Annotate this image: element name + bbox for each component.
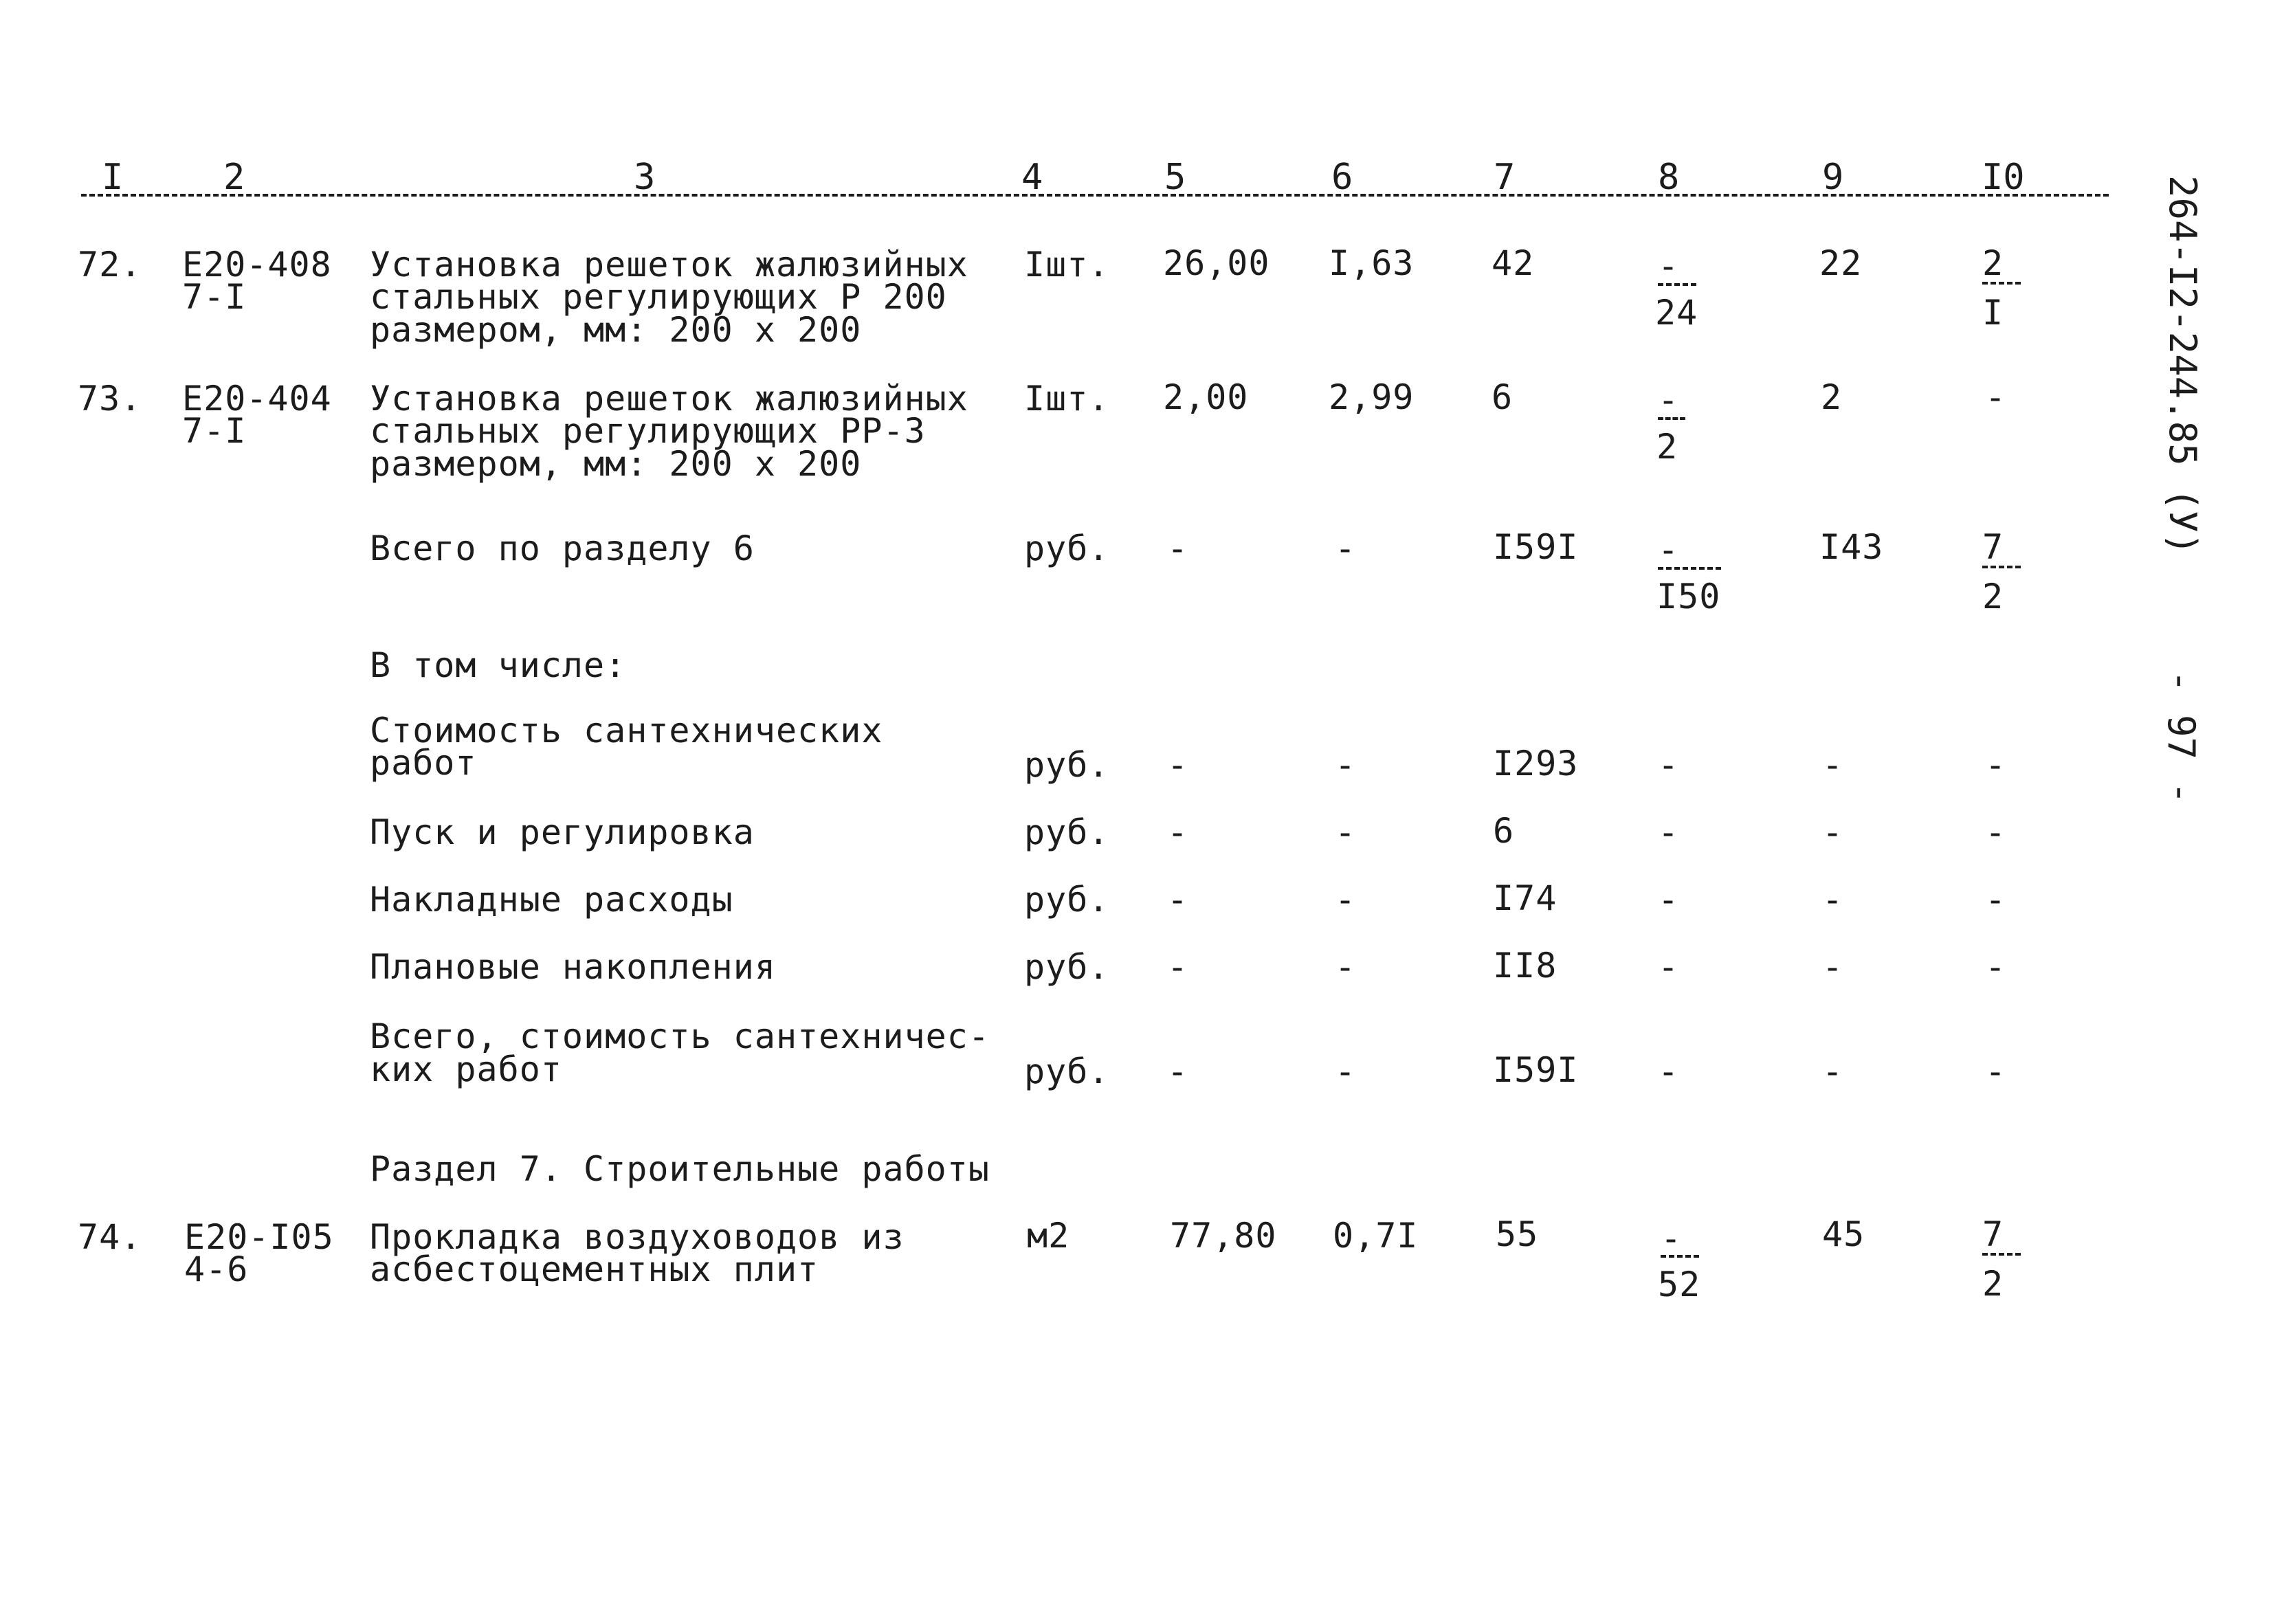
total-section-6-unit: руб.	[1024, 529, 1110, 568]
planned-savings-col9: -	[1822, 947, 1844, 987]
overhead-col10: -	[1985, 880, 2007, 920]
overhead-col7: I74	[1493, 878, 1557, 918]
row-74-col8-top: -	[1661, 1219, 1683, 1258]
row-72-col7: 42	[1492, 243, 1535, 283]
column-header-6: 6	[1331, 157, 1353, 198]
total-plumbing-label-line2: ких работ	[370, 1049, 562, 1089]
column-header-3: 3	[634, 157, 656, 198]
column-header-9: 9	[1822, 157, 1844, 198]
row-72-col10-bottom: I	[1982, 293, 2004, 333]
total-section-6-label: Всего по разделу 6	[370, 529, 755, 568]
overhead-col6: -	[1335, 880, 1357, 920]
plumbing-cost-unit: руб.	[1024, 745, 1110, 785]
planned-savings-col5: -	[1167, 947, 1189, 987]
row-74-number: 74.	[78, 1217, 142, 1257]
total-section-6-col10-top: 7	[1982, 527, 2004, 567]
row-72-code-line1: Е20-408	[182, 245, 332, 285]
row-72-col8-top: -	[1658, 246, 1680, 286]
row-74-col9: 45	[1822, 1214, 1865, 1254]
total-section-6-col8-bottom: I50	[1656, 577, 1721, 616]
plumbing-cost-label-line2: работ	[370, 743, 477, 783]
row-74-col8-fraction-line	[1661, 1255, 1699, 1258]
planned-savings-label: Плановые накопления	[370, 947, 776, 987]
total-plumbing-label-line1: Всего, стоимость сантехничес-	[370, 1016, 990, 1056]
row-73-number: 73.	[78, 379, 142, 419]
startup-col7: 6	[1493, 811, 1515, 851]
plumbing-cost-col9: -	[1822, 745, 1844, 785]
row-73-code-line2: 7-I	[182, 411, 247, 451]
including-label: В том числе:	[370, 645, 627, 685]
row-73-col6: 2,99	[1329, 377, 1415, 417]
plumbing-cost-col10: -	[1985, 745, 2007, 785]
planned-savings-col8: -	[1658, 947, 1680, 987]
row-73-col5: 2,00	[1163, 377, 1249, 417]
side-page-number: - 97 -	[2160, 670, 2203, 805]
startup-col8: -	[1658, 812, 1680, 852]
planned-savings-col7: II8	[1493, 946, 1557, 986]
overhead-unit: руб.	[1024, 880, 1110, 920]
row-74-unit: м2	[1027, 1216, 1070, 1256]
total-plumbing-col7: I59I	[1493, 1050, 1579, 1090]
overhead-col8: -	[1658, 880, 1680, 920]
total-section-6-col9: I43	[1819, 527, 1884, 567]
row-74-col10-fraction-line	[1982, 1253, 2021, 1256]
row-72-col10-fraction-line	[1982, 282, 2021, 285]
row-72-name-line3: размером, мм: 200 х 200	[370, 310, 862, 350]
row-73-col8-top: -	[1658, 380, 1680, 420]
column-header-2: 2	[223, 157, 245, 198]
row-73-col10: -	[1985, 377, 2007, 417]
total-section-6-col10-fraction-line	[1982, 566, 2021, 568]
column-header-4: 4	[1021, 157, 1043, 198]
total-plumbing-col5: -	[1167, 1052, 1189, 1091]
row-73-name-line1: Установка решеток жалюзийных	[370, 379, 968, 419]
row-73-name-line2: стальных регулирующих РР-3	[370, 411, 926, 451]
plumbing-cost-col8: -	[1658, 745, 1680, 785]
row-72-unit: Iшт.	[1024, 245, 1110, 285]
total-plumbing-unit: руб.	[1024, 1052, 1110, 1091]
column-header-5: 5	[1164, 157, 1186, 198]
row-72-col8-fraction-line	[1658, 283, 1696, 286]
row-73-col7: 6	[1492, 377, 1514, 417]
side-document-code: 264-I2-244.85 (У)	[2161, 175, 2204, 555]
total-section-6-col8-fraction-line	[1658, 567, 1721, 570]
row-73-col9: 2	[1821, 377, 1843, 417]
row-74-col8-bottom: 52	[1658, 1265, 1701, 1304]
row-74-col6: 0,7I	[1333, 1216, 1419, 1256]
overhead-col5: -	[1167, 880, 1189, 920]
total-section-6-col8-top: -	[1658, 530, 1680, 570]
row-74-code-line1: Е20-I05	[184, 1217, 334, 1257]
column-header-8: 8	[1658, 157, 1680, 198]
row-74-name-line2: асбестоцементных плит	[370, 1249, 819, 1289]
row-72-col10-top: 2	[1982, 243, 2004, 283]
row-72-name-line1: Установка решеток жалюзийных	[370, 245, 968, 285]
startup-unit: руб.	[1024, 812, 1110, 852]
total-section-6-col7: I59I	[1493, 527, 1579, 567]
total-plumbing-col10: -	[1985, 1052, 2007, 1091]
row-74-col5: 77,80	[1170, 1216, 1277, 1256]
column-header-10: I0	[1982, 157, 2025, 198]
total-section-6-col10-bottom: 2	[1982, 577, 2004, 616]
row-73-code-line1: Е20-404	[182, 379, 332, 419]
row-72-col8-bottom: 24	[1655, 293, 1698, 333]
planned-savings-col6: -	[1335, 947, 1357, 987]
section-7-heading: Раздел 7. Строительные работы	[370, 1149, 990, 1189]
overhead-col9: -	[1822, 880, 1844, 920]
total-plumbing-col9: -	[1822, 1052, 1844, 1091]
startup-col5: -	[1167, 812, 1189, 852]
total-section-6-col6: -	[1335, 529, 1357, 568]
plumbing-cost-col5: -	[1167, 745, 1189, 785]
row-74-name-line1: Прокладка воздуховодов из	[370, 1217, 905, 1257]
startup-col9: -	[1822, 812, 1844, 852]
total-plumbing-col8: -	[1658, 1052, 1680, 1091]
planned-savings-unit: руб.	[1024, 947, 1110, 987]
row-72-col5: 26,00	[1163, 243, 1270, 283]
row-74-col10-bottom: 2	[1982, 1264, 2004, 1304]
row-73-col8-bottom: 2	[1656, 427, 1678, 467]
startup-label: Пуск и регулировка	[370, 812, 755, 852]
column-header-1: I	[102, 157, 124, 198]
total-section-6-col5: -	[1167, 529, 1189, 568]
row-74-col7: 55	[1496, 1214, 1539, 1254]
plumbing-cost-col7: I293	[1493, 744, 1579, 783]
total-plumbing-col6: -	[1335, 1052, 1357, 1091]
row-74-col10-top: 7	[1982, 1214, 2004, 1254]
header-divider	[81, 194, 2109, 197]
plumbing-cost-label-line1: Стоимость сантехнических	[370, 711, 883, 750]
row-72-number: 72.	[78, 245, 142, 285]
row-73-unit: Iшт.	[1024, 379, 1110, 419]
column-header-7: 7	[1494, 157, 1516, 198]
row-72-name-line2: стальных регулирующих Р 200	[370, 277, 947, 317]
row-72-col6: I,63	[1329, 243, 1415, 283]
planned-savings-col10: -	[1985, 947, 2007, 987]
row-74-code-line2: 4-6	[184, 1249, 249, 1289]
startup-col10: -	[1985, 812, 2007, 852]
row-73-col8-fraction-line	[1658, 417, 1685, 420]
plumbing-cost-col6: -	[1335, 745, 1357, 785]
overhead-label: Накладные расходы	[370, 880, 733, 920]
row-73-name-line3: размером, мм: 200 х 200	[370, 444, 862, 484]
startup-col6: -	[1335, 812, 1357, 852]
row-72-code-line2: 7-I	[182, 277, 247, 317]
row-72-col9: 22	[1819, 243, 1863, 283]
